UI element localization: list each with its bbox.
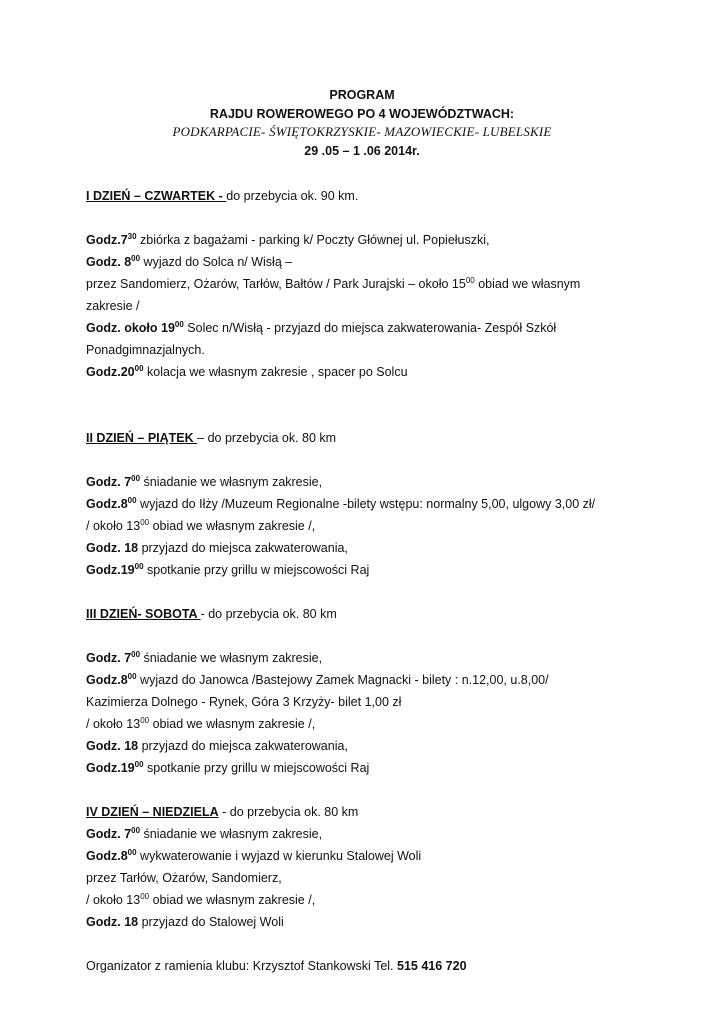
day4-line3: przez Tarłów, Ożarów, Sandomierz, [86,871,282,885]
day4-heading: IV DZIEŃ – NIEDZIELA [86,805,219,819]
day1-line1: $Godz.7^{30}$ zbiórka z bagażami - parking k/ Poczty Głównej ul. Popiełuszki, [86,232,490,247]
day1-distance: do przebycia ok. 90 km. [226,189,359,203]
day1-line4: zakresie / [86,299,140,313]
day4-distance: - do przebycia ok. 80 km [218,805,359,819]
header-title: RAJDU ROWEROWEGO PO 4 WOJEWÓDZTWACH: [209,106,515,121]
day3-line1: Godz. $7^{00}$ śniadanie we własnym zakresie, [86,650,323,665]
header-program: PROGRAM [329,88,395,102]
day2-distance: – do przebycia ok. 80 km [197,431,337,445]
organizer-text: Organizator z ramienia klubu: Krzysztof Stankowski Tel. [86,959,398,973]
day3-line2: $Godz.8^{00}$ wyjazd do Janowca /Bastejowy Zamek Magnacki - bilety : n.12,00, u.8,00/ [86,672,549,687]
day3-line6: $Godz.19^{00}$ spotkanie przy grillu w miejscowości Raj [86,760,370,775]
day1-line2: Godz. $8^{00}$ wyjazd do Solca n/ Wisłą – [86,254,293,269]
day3-line5: Godz. 18 przyjazd do miejsca zakwaterowania, [86,739,348,753]
day3-heading-line [86,603,686,625]
day2-line2: $Godz.8^{00}$ wyjazd do Iłży /Muzeum Regionalne -bilety wstępu: normalny 5,00, ulgowy 3,00 zł/ [86,496,596,511]
day4-line2: $Godz.8^{00}$ wykwaterowanie i wyjazd w kierunku Stalowej Woli [86,848,422,863]
day2-line5: $Godz.19^{00}$ spotkanie przy grillu w miejscowości Raj [86,562,370,577]
organizer-line [86,955,686,977]
day3-line4: / około $13^{00}$ obiad we własnym zakresie /, [86,716,316,731]
day1-heading-line [86,185,686,207]
day4-line1: Godz. $7^{00}$ śniadanie we własnym zakresie, [86,826,323,841]
organizer-phone: 515 416 720 [397,959,467,973]
day1-line6: Ponadgimnazjalnych. [86,343,205,357]
day4-line5: Godz. 18 przyjazd do Stalowej Woli [86,915,284,929]
day2-heading: II DZIEŃ – PIĄTEK [86,431,198,445]
day2-heading-line [86,427,686,449]
day1-heading: I DZIEŃ – CZWARTEK - [86,189,227,203]
day4-heading-line [86,801,686,823]
day3-distance: - do przebycia ok. 80 km [200,607,337,621]
day1-line3: przez Sandomierz, Ożarów, Tarłów, Bałtów / Park Jurajski – około $15^{00}$ obiad we własnym [86,276,581,291]
day1-line7: $Godz.20^{00}$ kolacja we własnym zakresie , spacer po Solcu [86,364,408,379]
header-dates: 29 .05 – 1 .06 2014r. [304,143,420,158]
day2-line1: Godz. $7^{00}$ śniadanie we własnym zakresie, [86,474,323,489]
day3-heading: III DZIEŃ- SOBOTA [86,607,201,621]
document-header [0,86,724,160]
day3-line3: Kazimierza Dolnego - Rynek, Góra 3 Krzyży- bilet 1,00 zł [86,695,402,709]
day2-line3: / około $13^{00}$ obiad we własnym zakresie /, [86,518,316,533]
day2-line4: Godz. 18 przyjazd do miejsca zakwaterowania, [86,541,348,555]
header-regions: PODKARPACIE- ŚWIĘTOKRZYSKIE- MAZOWIECKIE- LUBELSKIE [172,124,552,139]
day4-line4: / około $13^{00}$ obiad we własnym zakresie /, [86,892,316,907]
document-body [86,185,686,977]
day1-line5: Godz. około $19^{00}$ Solec n/Wisłą - przyjazd do miejsca zakwaterowania- Zespół Szkół [86,320,557,335]
